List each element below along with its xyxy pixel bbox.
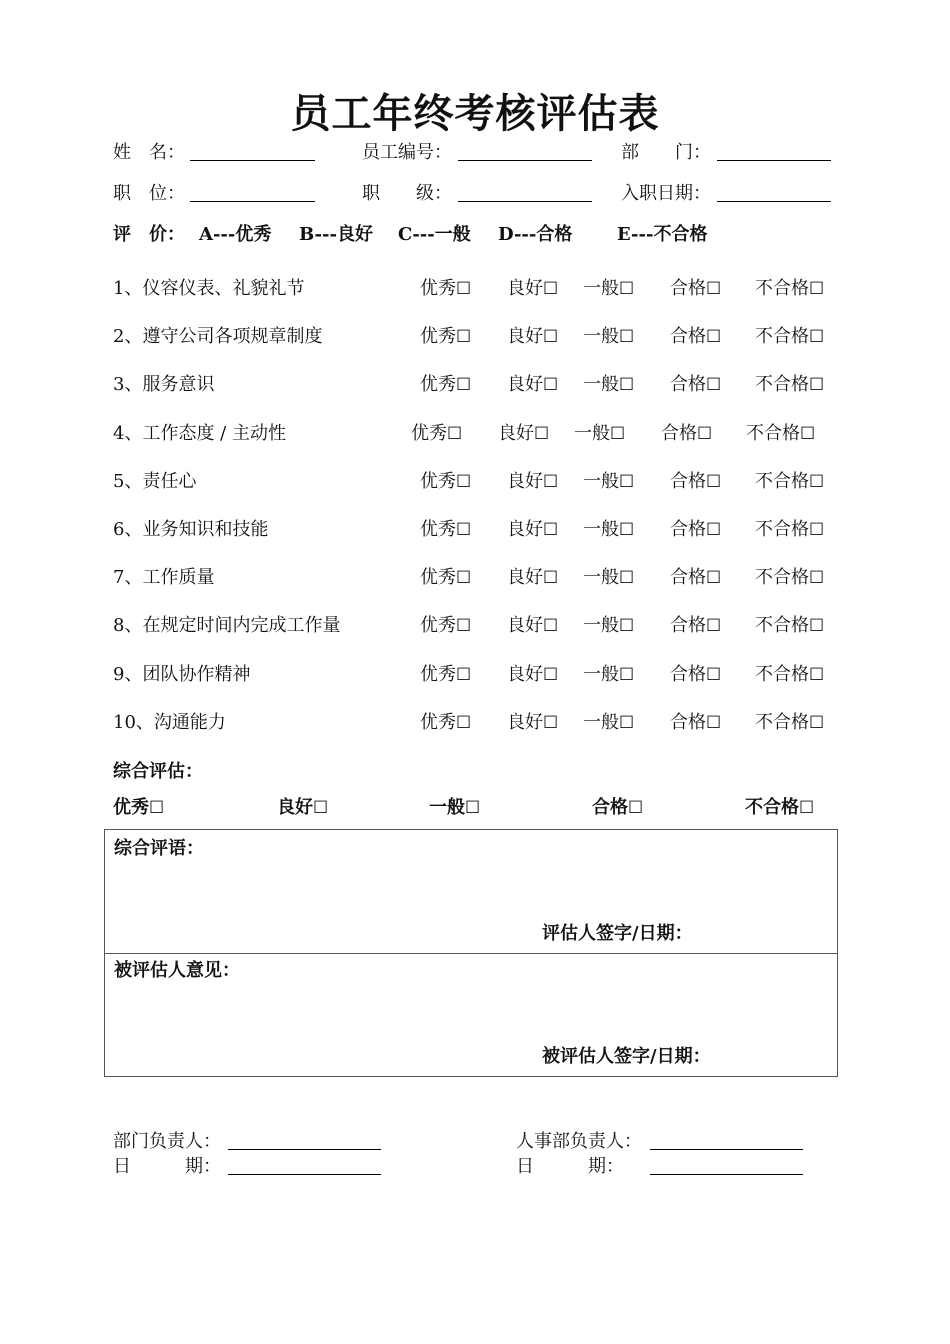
rating-option-label: 优秀: [420, 711, 456, 733]
rating-option[interactable]: [583, 322, 634, 348]
rating-option[interactable]: [670, 708, 721, 734]
checkbox-icon[interactable]: ☐: [809, 664, 825, 685]
checkbox-icon[interactable]: ☐: [149, 798, 165, 818]
checkbox-icon[interactable]: ☐: [543, 471, 559, 492]
department-label: 部 门：: [621, 142, 711, 163]
hr-head-field[interactable]: [650, 1149, 803, 1150]
rating-option[interactable]: [507, 660, 558, 686]
rating-option-label: 不合格: [755, 615, 809, 637]
overall-option[interactable]: [592, 793, 643, 819]
checkbox-icon[interactable]: ☐: [706, 616, 722, 637]
rating-option-label: 优秀: [411, 422, 447, 444]
checkbox-icon[interactable]: ☐: [456, 520, 472, 540]
rating-legend-b: B---良好: [299, 224, 373, 245]
checkbox-icon[interactable]: ☐: [456, 568, 472, 589]
checkbox-icon[interactable]: ☐: [706, 279, 722, 299]
checkbox-icon[interactable]: ☐: [697, 423, 713, 444]
rating-option[interactable]: [755, 274, 824, 300]
rating-option[interactable]: [670, 660, 721, 686]
checkbox-icon[interactable]: ☐: [706, 712, 722, 733]
checkbox-icon[interactable]: ☐: [619, 664, 635, 685]
rating-legend: [0, 220, 950, 246]
checkbox-icon[interactable]: ☐: [619, 520, 635, 540]
rating-option-label: 良好: [507, 470, 543, 492]
criteria-label: 8、在规定时间内完成工作量: [113, 615, 341, 637]
rating-option-label: 良好: [507, 615, 543, 637]
rating-option-label: 优秀: [420, 663, 456, 685]
rating-option[interactable]: [420, 467, 471, 493]
rating-option[interactable]: [507, 467, 558, 493]
rating-option-label: 良好: [507, 519, 543, 540]
rating-option-label: 良好: [507, 374, 543, 396]
rating-option-label: 不合格: [755, 519, 809, 540]
checkbox-icon[interactable]: ☐: [809, 616, 825, 637]
dept-head-field[interactable]: [228, 1149, 381, 1150]
checkbox-icon[interactable]: ☐: [809, 712, 825, 733]
overall-option-label: 合格: [592, 797, 628, 818]
rating-option[interactable]: [498, 419, 549, 445]
criteria-label: 2、遵守公司各项规章制度: [113, 326, 323, 348]
rating-option-label: 一般: [583, 663, 619, 685]
employee-no-field[interactable]: [458, 160, 592, 161]
dept-head-label: 部门负责人：: [113, 1131, 221, 1152]
rating-option-label: 合格: [670, 278, 706, 299]
rating-option[interactable]: [583, 467, 634, 493]
checkbox-icon[interactable]: ☐: [619, 616, 635, 637]
rating-option[interactable]: [670, 467, 721, 493]
rating-option-label: 合格: [670, 374, 706, 396]
rating-option-label: 合格: [670, 711, 706, 733]
criteria-row: [0, 708, 950, 734]
comments-label: 综合评语：: [114, 838, 204, 859]
checkbox-icon[interactable]: ☐: [628, 798, 644, 818]
checkbox-icon[interactable]: ☐: [619, 471, 635, 492]
dept-date-field[interactable]: [228, 1174, 381, 1175]
rating-option-label: 优秀: [420, 470, 456, 492]
rating-legend-d: D---合格: [498, 224, 573, 245]
rating-option-label: 不合格: [755, 663, 809, 685]
criteria-row: [0, 611, 950, 637]
rating-option-label: 优秀: [420, 519, 456, 540]
rating-option[interactable]: [420, 708, 471, 734]
rating-option[interactable]: [583, 370, 634, 396]
checkbox-icon[interactable]: ☐: [706, 568, 722, 589]
dept-date-row: [113, 1152, 413, 1178]
checkbox-icon[interactable]: ☐: [456, 279, 472, 299]
checkbox-icon[interactable]: ☐: [543, 375, 559, 396]
checkbox-icon[interactable]: ☐: [809, 568, 825, 589]
grade-label: 职 级：: [362, 183, 452, 204]
rating-option[interactable]: [411, 419, 462, 445]
rating-option-label: 不合格: [755, 470, 809, 492]
rating-option-label: 合格: [670, 567, 706, 589]
checkbox-icon[interactable]: ☐: [706, 520, 722, 540]
hr-head-row: [516, 1127, 816, 1153]
overall-option[interactable]: [429, 793, 480, 819]
rating-option[interactable]: [755, 708, 824, 734]
checkbox-icon[interactable]: ☐: [456, 471, 472, 492]
department-field[interactable]: [717, 160, 831, 161]
rating-option-label: 良好: [507, 326, 543, 348]
overall-option-label: 一般: [429, 797, 465, 818]
checkbox-icon[interactable]: ☐: [543, 279, 559, 299]
rating-option-label: 良好: [507, 278, 543, 299]
criteria-label: 7、工作质量: [113, 567, 215, 589]
rating-option[interactable]: [670, 274, 721, 300]
overall-option[interactable]: [745, 793, 814, 819]
criteria-label: 9、团队协作精神: [113, 663, 251, 685]
checkbox-icon[interactable]: ☐: [543, 327, 559, 348]
rating-option-label: 一般: [583, 278, 619, 299]
criteria-row: [0, 274, 950, 300]
checkbox-icon[interactable]: ☐: [706, 375, 722, 396]
overall-option[interactable]: [277, 793, 328, 819]
checkbox-icon[interactable]: ☐: [456, 664, 472, 685]
rating-legend-e: E---不合格: [617, 224, 708, 245]
rating-option-label: 优秀: [420, 567, 456, 589]
employee-opinion-label: 被评估人意见：: [114, 960, 240, 981]
criteria-label: 3、服务意识: [113, 374, 215, 396]
rating-option[interactable]: [583, 708, 634, 734]
rating-option-label: 一般: [583, 615, 619, 637]
rating-option-label: 一般: [583, 470, 619, 492]
rating-option[interactable]: [670, 370, 721, 396]
overall-option-label: 优秀: [113, 797, 149, 818]
criteria-row: [0, 419, 950, 445]
checkbox-icon[interactable]: ☐: [543, 664, 559, 685]
checkbox-icon[interactable]: ☐: [543, 712, 559, 733]
rating-option[interactable]: [755, 660, 824, 686]
rating-option-label: 良好: [507, 567, 543, 589]
rating-option-label: 合格: [670, 615, 706, 637]
hr-head-label: 人事部负责人：: [516, 1131, 642, 1152]
rating-option[interactable]: [420, 611, 471, 637]
checkbox-icon[interactable]: ☐: [706, 327, 722, 348]
rating-option[interactable]: [583, 611, 634, 637]
criteria-row: [0, 515, 950, 541]
evaluator-sign-label: 评估人签字/日期：: [542, 923, 693, 944]
checkbox-icon[interactable]: ☐: [809, 520, 825, 540]
rating-option[interactable]: [507, 708, 558, 734]
grade-field[interactable]: [458, 201, 592, 202]
rating-option-label: 一般: [574, 422, 610, 444]
rating-option-label: 不合格: [746, 422, 800, 444]
comments-panel: [104, 829, 838, 954]
rating-option[interactable]: [755, 322, 824, 348]
checkbox-icon[interactable]: ☐: [800, 423, 816, 444]
employee-no-label: 员工编号：: [362, 142, 452, 163]
rating-legend-c: C---一般: [398, 224, 471, 245]
checkbox-icon[interactable]: ☐: [543, 568, 559, 589]
rating-option[interactable]: [583, 660, 634, 686]
rating-option[interactable]: [746, 419, 815, 445]
overall-label: 综合评估：: [113, 761, 203, 782]
position-field[interactable]: [190, 201, 315, 202]
rating-option[interactable]: [574, 419, 625, 445]
name-label: 姓 名：: [113, 142, 185, 163]
hr-date-field[interactable]: [650, 1174, 803, 1175]
rating-option-label: 合格: [670, 663, 706, 685]
rating-option[interactable]: [507, 370, 558, 396]
rating-option[interactable]: [670, 611, 721, 637]
checkbox-icon[interactable]: ☐: [456, 616, 472, 637]
rating-option-label: 不合格: [755, 326, 809, 348]
rating-option-label: 良好: [498, 422, 534, 444]
rating-option[interactable]: [420, 660, 471, 686]
rating-option[interactable]: [583, 274, 634, 300]
rating-option[interactable]: [755, 563, 824, 589]
hr-date-row: [516, 1152, 816, 1178]
criteria-label: 6、业务知识和技能: [113, 519, 269, 540]
criteria-row: [0, 467, 950, 493]
overall-option-label: 良好: [277, 797, 313, 818]
rating-option[interactable]: [507, 515, 558, 541]
dept-date-label: 日 期：: [113, 1156, 221, 1177]
rating-option[interactable]: [670, 563, 721, 589]
name-field[interactable]: [190, 160, 315, 161]
checkbox-icon[interactable]: ☐: [465, 798, 481, 818]
checkbox-icon[interactable]: ☐: [543, 616, 559, 637]
rating-option-label: 一般: [583, 567, 619, 589]
hire-date-field[interactable]: [717, 201, 831, 202]
rating-option[interactable]: [670, 322, 721, 348]
criteria-label: 5、责任心: [113, 470, 197, 492]
checkbox-icon[interactable]: ☐: [619, 327, 635, 348]
info-row-2: [0, 179, 950, 205]
rating-option[interactable]: [755, 467, 824, 493]
employee-sign-label: 被评估人签字/日期：: [542, 1046, 711, 1067]
rating-option-label: 不合格: [755, 374, 809, 396]
checkbox-icon[interactable]: ☐: [706, 664, 722, 685]
rating-option[interactable]: [755, 611, 824, 637]
rating-option-label: 不合格: [755, 567, 809, 589]
rating-option-label: 不合格: [755, 278, 809, 299]
rating-option-label: 合格: [670, 326, 706, 348]
hr-date-label: 日 期：: [516, 1156, 624, 1177]
rating-option[interactable]: [583, 515, 634, 541]
page-title: 员工年终考核评估表: [290, 90, 660, 137]
rating-option[interactable]: [670, 515, 721, 541]
rating-option-label: 不合格: [755, 711, 809, 733]
hire-date-label: 入职日期：: [621, 183, 711, 204]
rating-option-label: 优秀: [420, 374, 456, 396]
dept-head-row: [113, 1127, 413, 1153]
rating-option-label: 合格: [670, 519, 706, 540]
checkbox-icon[interactable]: ☐: [534, 423, 550, 444]
criteria-row: [0, 563, 950, 589]
info-row-1: [0, 138, 950, 164]
checkbox-icon[interactable]: ☐: [809, 471, 825, 492]
overall-option-label: 不合格: [745, 797, 799, 818]
rating-option[interactable]: [507, 563, 558, 589]
rating-option[interactable]: [507, 611, 558, 637]
rating-legend-label: 评 价：: [113, 224, 185, 245]
rating-option[interactable]: [507, 274, 558, 300]
rating-option-label: 优秀: [420, 326, 456, 348]
rating-legend-a: A---优秀: [199, 224, 272, 245]
checkbox-icon[interactable]: ☐: [456, 375, 472, 396]
rating-option-label: 良好: [507, 711, 543, 733]
rating-option[interactable]: [583, 563, 634, 589]
rating-option[interactable]: [755, 515, 824, 541]
rating-option-label: 优秀: [420, 278, 456, 299]
rating-option[interactable]: [661, 419, 712, 445]
criteria-label: 1、仪容仪表、礼貌礼节: [113, 278, 305, 299]
checkbox-icon[interactable]: ☐: [619, 375, 635, 396]
criteria-row: [0, 370, 950, 396]
rating-option[interactable]: [507, 322, 558, 348]
rating-option[interactable]: [420, 370, 471, 396]
checkbox-icon[interactable]: ☐: [456, 712, 472, 733]
rating-option-label: 一般: [583, 374, 619, 396]
checkbox-icon[interactable]: ☐: [809, 279, 825, 299]
rating-option-label: 一般: [583, 326, 619, 348]
position-label: 职 位：: [113, 183, 185, 204]
criteria-row: [0, 322, 950, 348]
rating-option-label: 一般: [583, 519, 619, 540]
criteria-row: [0, 660, 950, 686]
checkbox-icon[interactable]: ☐: [619, 712, 635, 733]
checkbox-icon[interactable]: ☐: [809, 327, 825, 348]
checkbox-icon[interactable]: ☐: [706, 471, 722, 492]
rating-option-label: 良好: [507, 663, 543, 685]
criteria-label: 4、工作态度 / 主动性: [113, 422, 286, 444]
checkbox-icon[interactable]: ☐: [456, 327, 472, 348]
checkbox-icon[interactable]: ☐: [619, 279, 635, 299]
criteria-label: 10、沟通能力: [113, 711, 226, 733]
rating-option[interactable]: [420, 515, 471, 541]
checkbox-icon[interactable]: ☐: [543, 520, 559, 540]
rating-option-label: 一般: [583, 711, 619, 733]
checkbox-icon[interactable]: ☐: [313, 798, 329, 818]
rating-option[interactable]: [420, 274, 471, 300]
employee-opinion-panel: [104, 952, 838, 1077]
checkbox-icon[interactable]: ☐: [619, 568, 635, 589]
rating-option[interactable]: [755, 370, 824, 396]
checkbox-icon[interactable]: ☐: [447, 423, 463, 444]
rating-option-label: 优秀: [420, 615, 456, 637]
rating-option-label: 合格: [661, 422, 697, 444]
checkbox-icon[interactable]: ☐: [799, 798, 815, 818]
checkbox-icon[interactable]: ☐: [610, 423, 626, 444]
rating-option[interactable]: [420, 563, 471, 589]
overall-option[interactable]: [113, 793, 164, 819]
rating-option-label: 合格: [670, 470, 706, 492]
checkbox-icon[interactable]: ☐: [809, 375, 825, 396]
rating-option[interactable]: [420, 322, 471, 348]
